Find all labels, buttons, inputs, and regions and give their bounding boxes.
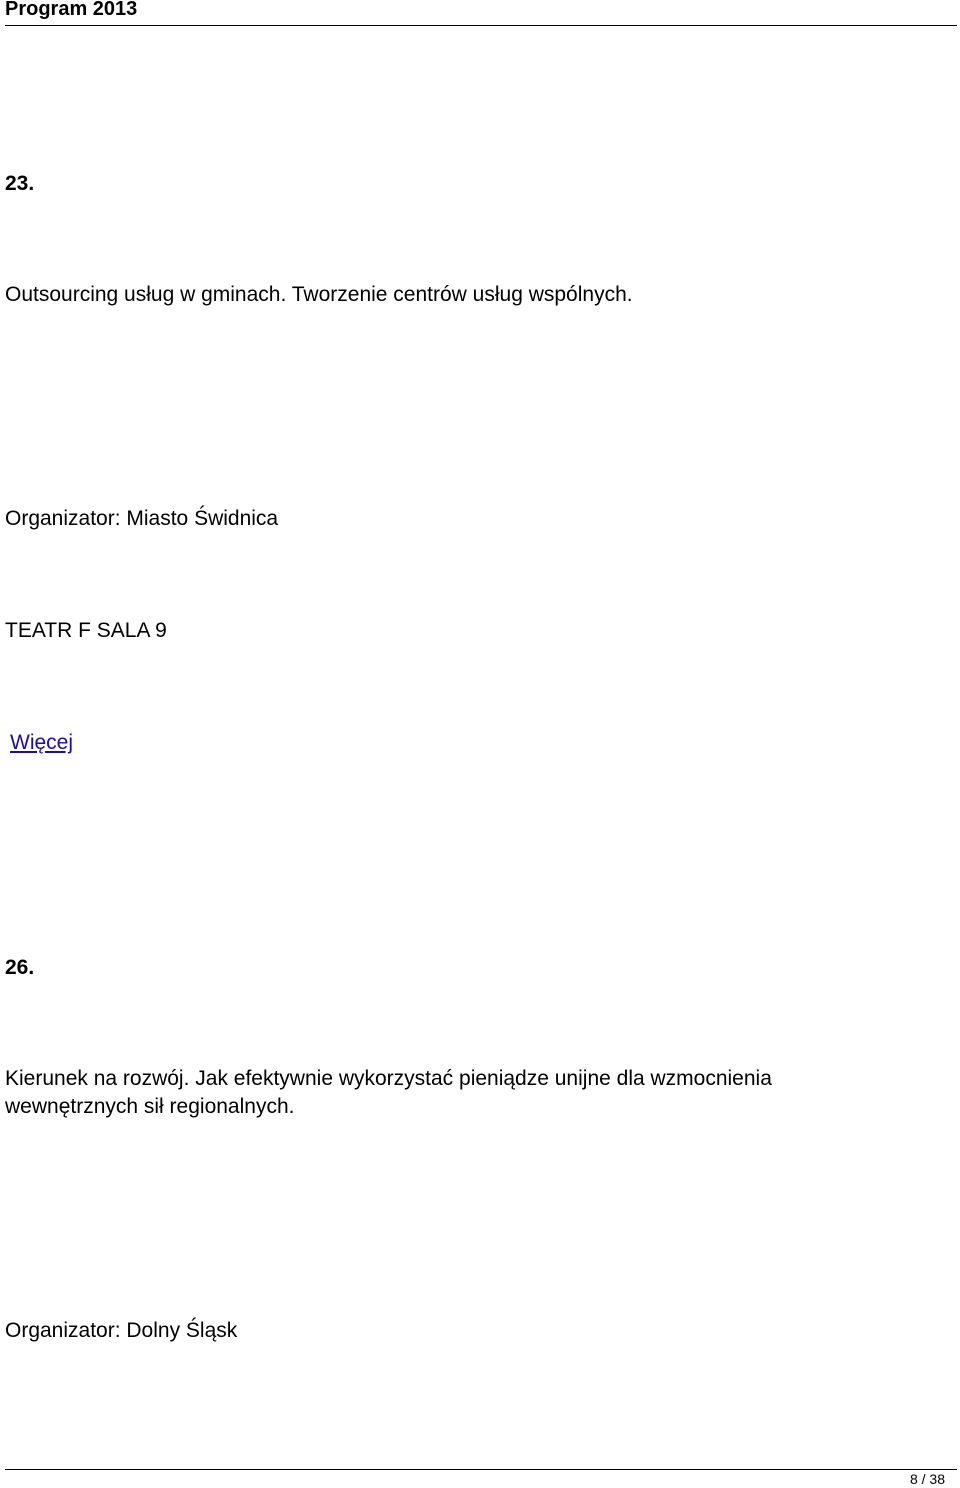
entry-26-title-line-1: Kierunek na rozwój. Jak efektywnie wykorzystać pieniądze unijne dla wzmocnienia [5, 1067, 772, 1090]
footer-divider [5, 1469, 957, 1470]
entry-23-organizer: Organizator: Miasto Świdnica [5, 507, 279, 530]
header-divider [5, 25, 957, 26]
entry-26-number: 26. [5, 956, 35, 979]
entry-26-organizer: Organizator: Dolny Śląsk [5, 1319, 238, 1342]
entry-26-title-line-2: wewnętrznych sił regionalnych. [5, 1095, 295, 1118]
entry-23-venue: TEATR F SALA 9 [5, 619, 167, 642]
entry-23-more-link[interactable]: Więcej [10, 731, 74, 754]
entry-23-title: Outsourcing usług w gminach. Tworzenie centrów usług wspólnych. [5, 283, 633, 306]
entry-23-number: 23. [5, 172, 35, 195]
page-header-title: Program 2013 [5, 0, 138, 20]
page-number: 8 / 38 [909, 1471, 945, 1487]
